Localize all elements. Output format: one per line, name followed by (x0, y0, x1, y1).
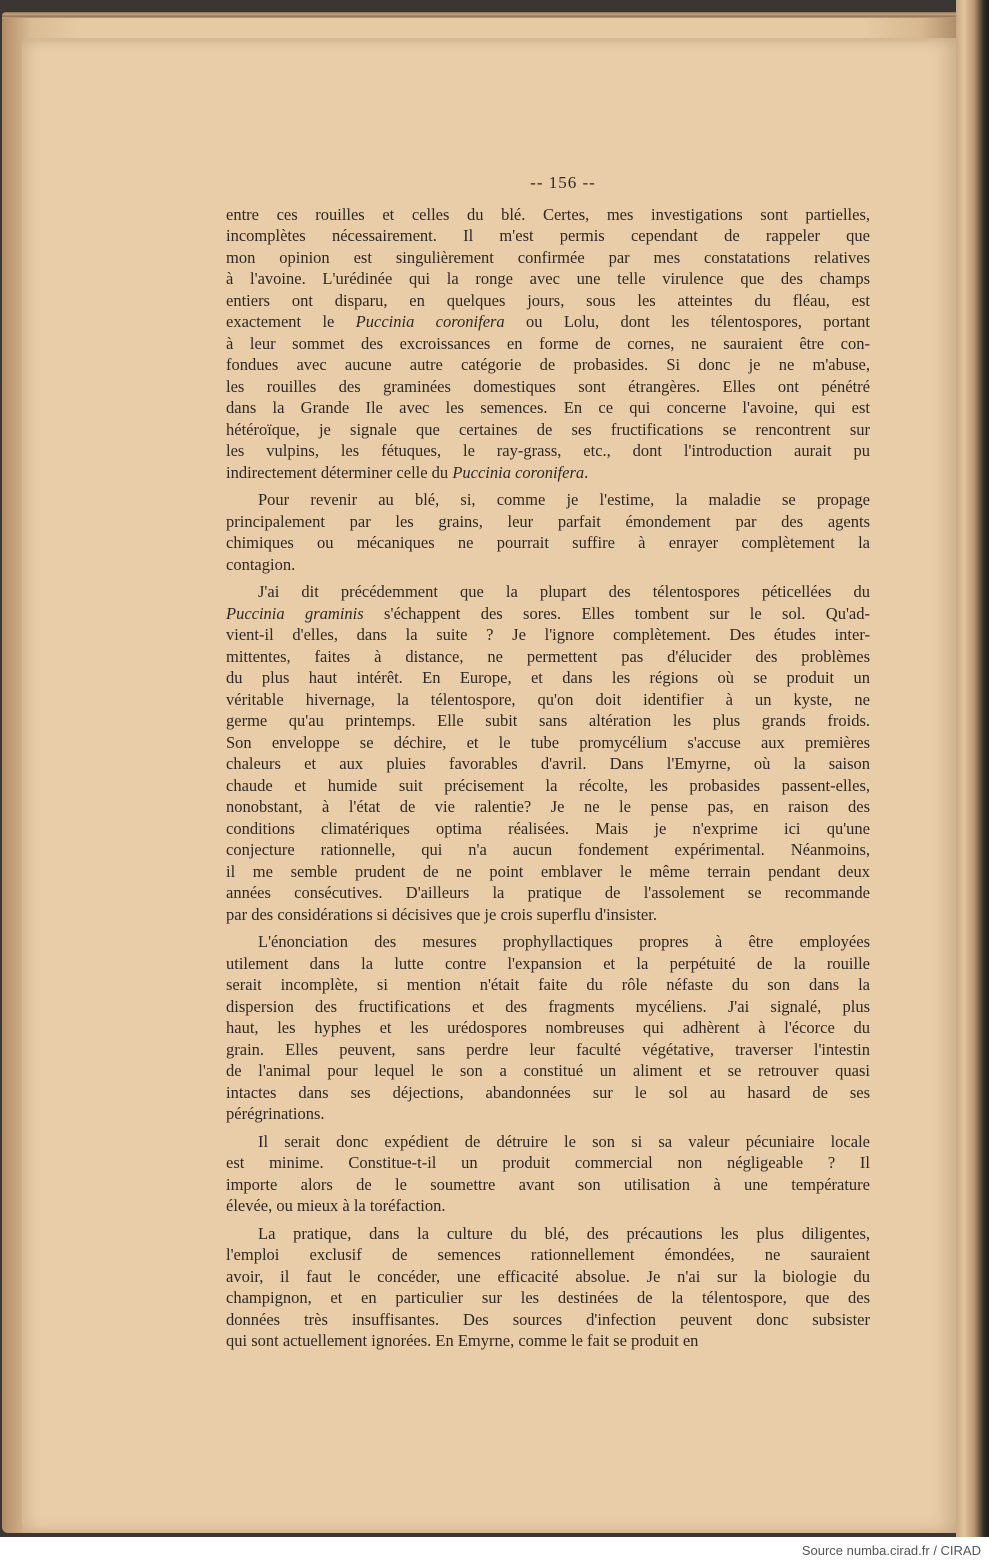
paragraph (226, 1131, 870, 1217)
text-run: . (584, 462, 589, 482)
text-line: dans la Grande Ile avec les semences. En ce qui concerne l'avoine, qui est (226, 398, 870, 417)
text-line: années consécutives. D'ailleurs la pratique de l'assolement se recommande (226, 883, 870, 902)
text-line: à l'avoine. L'urédinée qui la ronge avec une telle virulence que des champs (226, 269, 870, 288)
page-number: -- 156 -- (530, 173, 596, 192)
text-line: les vulpins, les fétuques, le ray-grass, etc., dont l'introduction aurait pu (226, 441, 870, 460)
text-line: champignon, et en particulier sur les destinées de la télentospore, que des (226, 1288, 870, 1307)
species-name: Puccinia coronifera (452, 462, 585, 482)
text-line: avoir, il faut le concéder, une efficacité absolue. Je n'ai sur la biologie du (226, 1266, 870, 1286)
text-line: Pour revenir au blé, si, comme je l'estime, la maladie se propage (258, 490, 870, 509)
species-name: Puccinia coronifera (355, 312, 505, 331)
text-line: nonobstant, à l'état de vie ralentie? Je ne le pense pas, en raison des (226, 797, 870, 816)
text-line: utilement dans la lutte contre l'expansion et la perpétuité de la rouille (226, 953, 870, 973)
book-spine (956, 0, 989, 1537)
text-line: conditions climatériques optima réalisées. Mais je n'exprime ici qu'une (226, 818, 870, 838)
text-line: chaleurs et aux pluies favorables d'avril. Dans l'Emyrne, où la saison (226, 754, 870, 773)
text-line: J'ai dit précédemment que la plupart des télentospores péticellées du (258, 582, 870, 601)
text-line: incomplètes nécessairement. Il m'est permis cependant de rappeler que (226, 226, 870, 245)
text-line: est minime. Constitue-t-il un produit commercial non négligeable ? Il (226, 1153, 870, 1172)
text-line: importe alors de le soumettre avant son utilisation à une température (226, 1174, 870, 1194)
text-line: haut, les hyphes et les urédospores nombreuses qui adhèrent à l'écorce du (226, 1018, 870, 1037)
text-line: Il serait donc expédient de détruire le son si sa valeur pécuniaire locale (258, 1131, 870, 1151)
text-line: qui sont actuellement ignorées. En Emyrne, comme le fait se produit en (226, 1331, 699, 1350)
text-line: L'énonciation des mesures prophyllactiques propres à être employées (258, 932, 870, 951)
text-line: dispersion des fructifications et des fragments mycéliens. J'ai signalé, plus (226, 996, 870, 1016)
text-line: fondues avec aucune autre catégorie de probasides. Si donc je ne m'abuse, (226, 355, 870, 374)
text-line: serait incomplète, si mention n'était faite du rôle néfaste du son dans la (226, 975, 870, 994)
text-line: intactes dans ses déjections, abandonnées sur le sol au hasard de ses (226, 1082, 870, 1102)
text-line: véritable hivernage, la télentospore, qu'on doit identifier à un kyste, ne (226, 689, 870, 709)
paragraph (226, 489, 870, 575)
text-line: grain. Elles peuvent, sans perdre leur faculté végétative, traverser l'intestin (226, 1039, 870, 1059)
paragraph (226, 931, 870, 1125)
text-line: chaude et humide suit précisement la récolte, les probasides passent-elles, (226, 775, 870, 795)
text-line: principalement par les grains, leur parfait émondement par des agents (226, 511, 870, 531)
text-run: s'échappent des sores. Elles tombent sur le sol. Qu'ad- (363, 603, 870, 623)
text-line (226, 311, 870, 333)
source-credit: Source numba.cirad.fr / CIRAD (801, 1543, 981, 1558)
text-line: conjecture rationnelle, qui n'a aucun fondement expérimental. Néanmoins, (226, 840, 870, 859)
text-line: contagion. (226, 554, 296, 574)
paragraph (226, 1223, 870, 1352)
text-line: par des considérations si décisives que je crois superflu d'insister. (226, 904, 657, 924)
text-line: vient-il d'elles, dans la suite ? Je l'ignore complètement. Des études inter- (226, 625, 870, 644)
text-line: il me semble prudent de ne point emblaver le même terrain pendant deux (226, 861, 870, 881)
text-run: ou Lolu, dont les télentospores, portant (504, 312, 870, 331)
text-line: entre ces rouilles et celles du blé. Certes, mes investigations sont partielles, (226, 204, 870, 224)
text-line: données très insuffisantes. Des sources d'infection peuvent donc subsister (226, 1309, 870, 1329)
text-line: élevée, ou mieux à la toréfaction. (226, 1196, 446, 1215)
page-text-block (226, 172, 870, 1358)
text-line (226, 603, 870, 625)
text-line: de l'animal pour lequel le son a constitué un aliment et se retrouver quasi (226, 1061, 870, 1080)
text-line: chimiques ou mécaniques ne pourrait suffire à enrayer complètement la (226, 533, 870, 552)
paragraph-container (226, 204, 870, 1352)
text-line: les rouilles des graminées domestiques sont étrangères. Elles ont pénétré (226, 376, 870, 396)
text-line: mittentes, faites à distance, ne permettent pas d'élucider des problèmes (226, 646, 870, 666)
paragraph (226, 204, 870, 484)
text-line: pérégrinations. (226, 1104, 325, 1123)
text-line: La pratique, dans la culture du blé, des précautions les plus diligentes, (258, 1223, 870, 1243)
text-run: indirectement déterminer celle du (226, 462, 453, 482)
species-name: Puccinia graminis (226, 603, 364, 623)
text-line: Son enveloppe se déchire, et le tube promycélium s'accuse aux premières (226, 732, 870, 752)
text-run: exactement le (226, 312, 356, 331)
text-line: du plus haut intérêt. En Europe, et dans les régions où se produit un (226, 668, 870, 687)
text-line (226, 462, 870, 484)
text-line: mon opinion est singulièrement confirmée par mes constatations relatives (226, 247, 870, 267)
text-line: hétéroïque, je signale que certaines de ses fructifications se rencontrent sur (226, 419, 870, 439)
text-line: l'emploi exclusif de semences rationnellement émondées, ne sauraient (226, 1245, 870, 1264)
text-line: entiers ont disparu, en quelques jours, sous les atteintes du fléau, est (226, 290, 870, 310)
text-line: germe qu'au printemps. Elle subit sans altération les plus grands froids. (226, 711, 870, 730)
paragraph (226, 581, 870, 925)
text-line: à leur sommet des excroissances en forme de cornes, ne sauraient être con- (226, 333, 870, 353)
